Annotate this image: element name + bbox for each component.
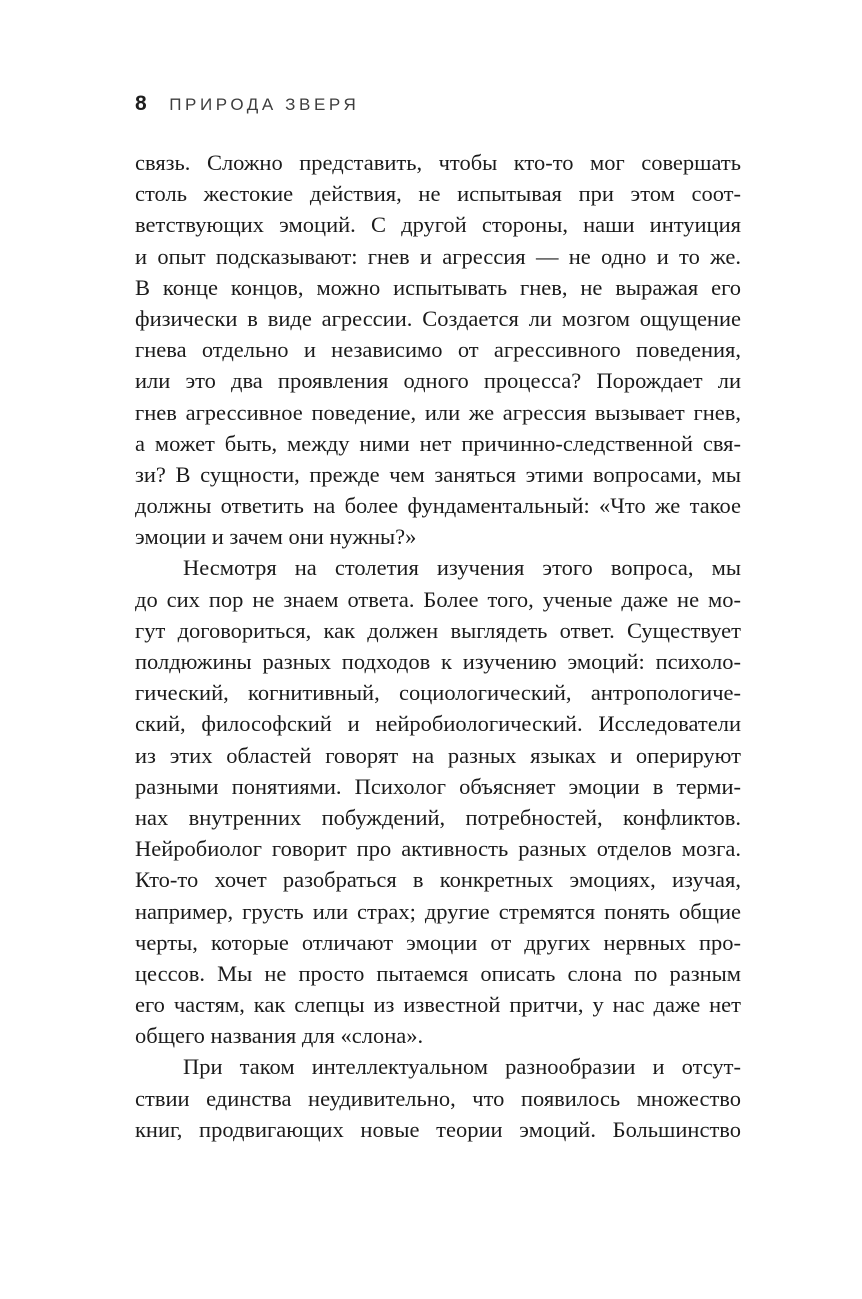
text-line: полдюжины разных подходов к изучению эмоций: психоло-: [135, 649, 741, 674]
text-line: столь жестокие действия, не испытывая при этом соот-: [135, 181, 741, 207]
text-line: гут договориться, как должен выглядеть ответ. Существует: [135, 617, 741, 643]
text-line: или это два проявления одного процесса? Порождает ли: [135, 368, 741, 394]
page-number: 8: [135, 92, 148, 115]
text-line: В конце концов, можно испытывать гнев, не выражая его: [135, 274, 741, 300]
text-line: и опыт подсказывают: гнев и агрессия — не одно и то же.: [135, 243, 741, 269]
text-line: общего названия для «слона».: [135, 1023, 424, 1049]
text-line: ствии единства неудивительно, что появилось множество: [135, 1085, 741, 1111]
text-line: гический, когнитивный, социологический, антропологиче-: [135, 680, 741, 706]
text-line: например, грусть или страх; другие стремятся понять общие: [135, 898, 741, 924]
text-line: его частям, как слепцы из известной притчи, у нас даже нет: [135, 992, 741, 1018]
text-line: гнева отдельно и независимо от агрессивного поведения,: [135, 337, 741, 363]
text-line: зи? В сущности, прежде чем заняться этими вопросами, мы: [135, 461, 741, 487]
text-line: книг, продвигающих новые теории эмоций. Большинство: [135, 1116, 741, 1142]
text-line: эмоции и зачем они нужны?»: [135, 524, 417, 550]
text-line: разными понятиями. Психолог объясняет эмоции в терми-: [135, 773, 741, 799]
text-line: из этих областей говорят на разных языках и оперируют: [135, 742, 741, 768]
running-header: [135, 92, 359, 116]
text-line: черты, которые отличают эмоции от других нервных про-: [135, 929, 741, 955]
text-line: Несмотря на столетия изучения этого вопроса, мы: [183, 555, 741, 581]
running-title: ПРИРОДА ЗВЕРЯ: [169, 95, 360, 114]
page-body-text: [135, 147, 741, 1145]
text-line: а может быть, между ними нет причинно-следственной свя-: [135, 430, 741, 456]
text-line: связь. Сложно представить, чтобы кто-то мог совершать: [135, 150, 741, 175]
text-line: цессов. Мы не просто пытаемся описать слона по разным: [135, 960, 741, 986]
text-line: физически в виде агрессии. Создается ли мозгом ощущение: [135, 305, 741, 331]
text-line: ветствующих эмоций. С другой стороны, наши интуиция: [135, 212, 741, 238]
text-line: Кто-то хочет разобраться в конкретных эмоциях, изучая,: [135, 867, 741, 893]
text-line: При таком интеллектуальном разнообразии и отсут-: [183, 1054, 741, 1080]
text-line: должны ответить на более фундаментальный: «Что же такое: [135, 493, 741, 519]
text-line: до сих пор не знаем ответа. Более того, ученые даже не мо-: [135, 586, 741, 612]
text-line: нах внутренних побуждений, потребностей, конфликтов.: [135, 804, 741, 830]
text-line: гнев агрессивное поведение, или же агрессия вызывает гнев,: [135, 399, 741, 425]
text-line: ский, философский и нейробиологический. Исследователи: [135, 711, 741, 737]
text-line: Нейробиолог говорит про активность разных отделов мозга.: [135, 836, 741, 862]
